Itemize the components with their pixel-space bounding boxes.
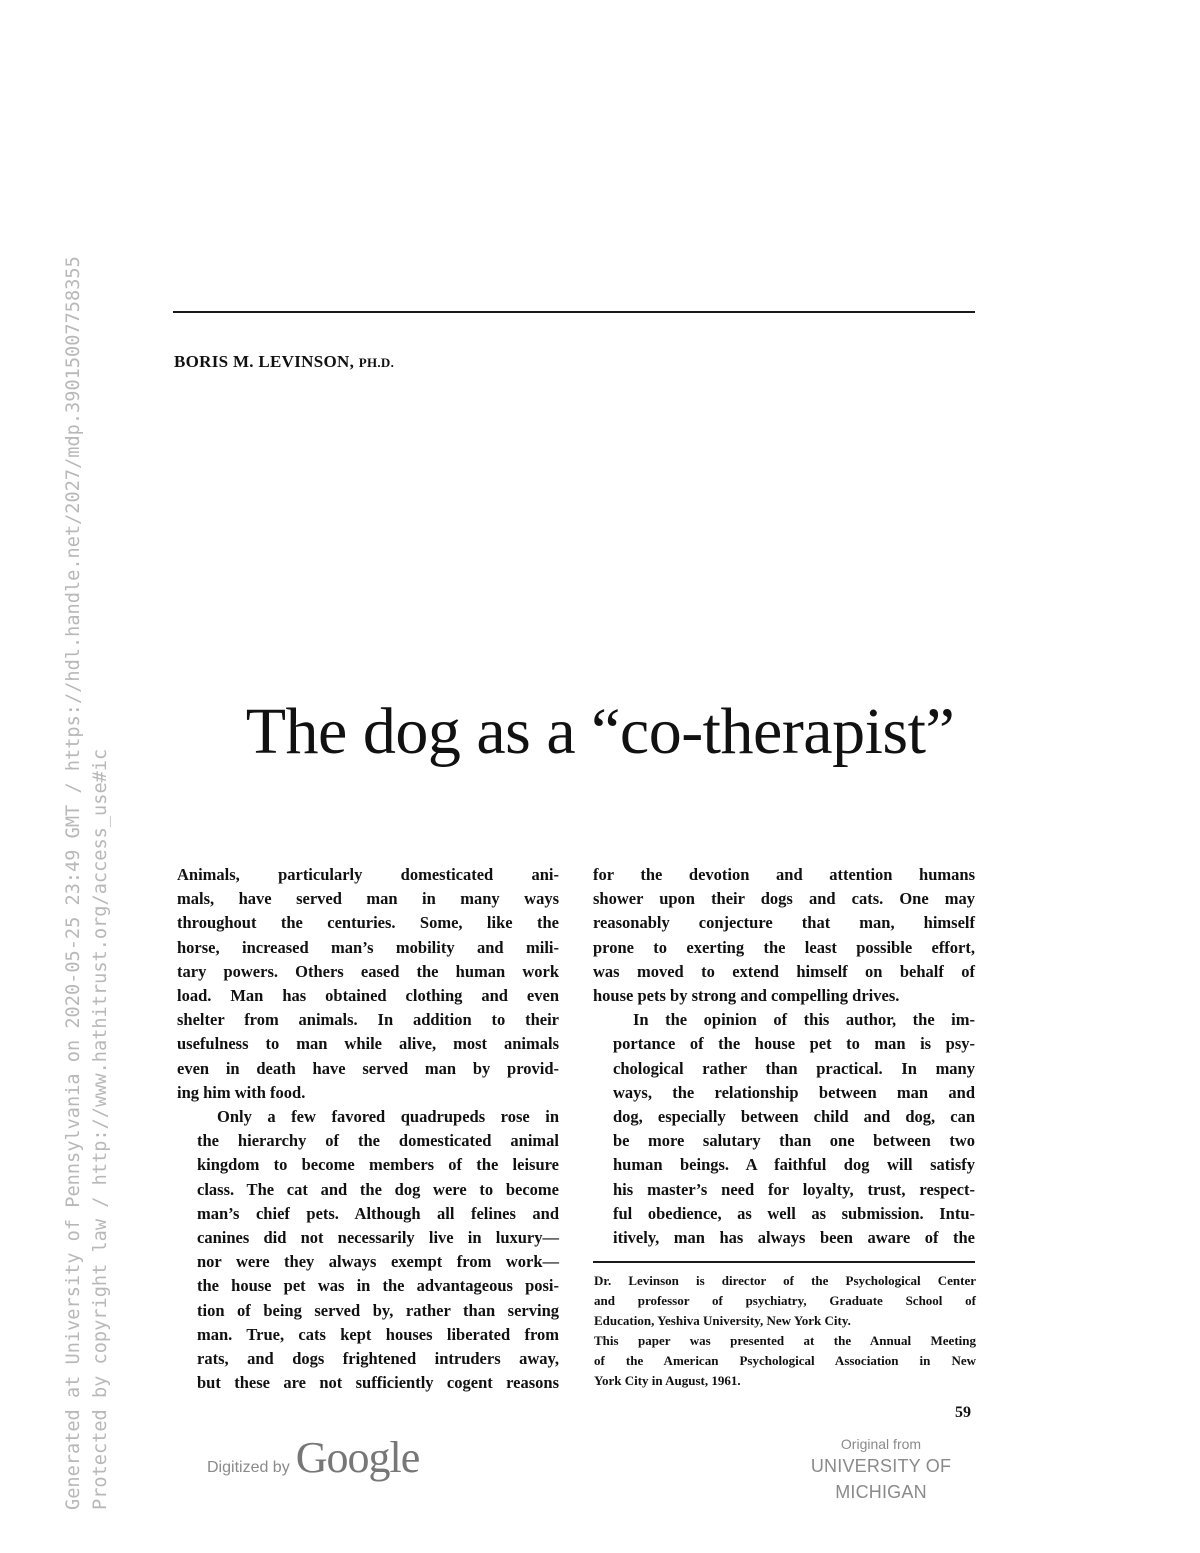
text-line: human beings. A faithful dog will satisfy bbox=[613, 1155, 975, 1175]
text-line: the house pet was in the advantageous posi- bbox=[197, 1276, 559, 1296]
paragraph-2 bbox=[177, 1105, 559, 1395]
text-line: even in death have served man by provid- bbox=[177, 1058, 559, 1078]
text-line: portance of the house pet to man is psy- bbox=[613, 1034, 975, 1054]
hathitrust-watermark bbox=[60, 180, 114, 1510]
text-line: In the opinion of this author, the im- bbox=[633, 1010, 975, 1030]
footnote-line: York City in August, 1961. bbox=[594, 1373, 741, 1388]
text-line: horse, increased man’s mobility and mili- bbox=[177, 937, 559, 957]
text-line: prone to exerting the least possible effort, bbox=[593, 937, 975, 957]
text-line: kingdom to become members of the leisure bbox=[197, 1155, 559, 1175]
article-title: The dog as a “co-therapist” bbox=[245, 695, 955, 769]
original-source bbox=[763, 1435, 999, 1505]
text-line: shower upon their dogs and cats. One may bbox=[593, 889, 975, 909]
footnote-line: and professor of psychiatry, Graduate School of bbox=[594, 1293, 976, 1308]
text-line: was moved to extend himself on behalf of bbox=[593, 961, 975, 981]
text-line: man. True, cats kept houses liberated from bbox=[197, 1324, 559, 1344]
right-column bbox=[593, 863, 975, 1250]
watermark-line-2: Protected by copyright law / http://www.hathitrust.org/access_use#ic bbox=[90, 748, 111, 1510]
digitized-by-label: Digitized by bbox=[207, 1459, 290, 1476]
footnote-rule bbox=[593, 1261, 975, 1263]
text-line: rats, and dogs frightened intruders away, bbox=[197, 1349, 559, 1369]
text-line: itively, man has always been aware of the bbox=[613, 1228, 975, 1248]
footnote-author-affiliation bbox=[594, 1271, 976, 1331]
text-line: class. The cat and the dog were to become bbox=[197, 1179, 559, 1199]
university-name: UNIVERSITY OF MICHIGAN bbox=[810, 1456, 952, 1502]
paragraph-3 bbox=[593, 1008, 975, 1250]
top-rule bbox=[173, 311, 975, 313]
footnotes bbox=[594, 1271, 976, 1391]
text-line: but these are not sufficiently cogent reasons bbox=[197, 1373, 559, 1393]
text-line: house pets by strong and compelling drives. bbox=[593, 986, 900, 1006]
watermark-line-1: Generated at University of Pennsylvania on 2020-05-25 23:49 GMT / https://hdl.handle.net/2027/mdp.39015007758355 bbox=[63, 256, 84, 1510]
text-line: reasonably conjecture that man, himself bbox=[593, 913, 975, 933]
text-line: ing him with food. bbox=[177, 1082, 306, 1102]
author-degree: PH.D. bbox=[358, 355, 395, 370]
text-line: canines did not necessarily live in luxury— bbox=[197, 1228, 559, 1248]
text-line: chological rather than practical. In many bbox=[613, 1058, 975, 1078]
google-logo: Google bbox=[295, 1433, 420, 1482]
text-line: tion of being served by, rather than serving bbox=[197, 1300, 559, 1320]
text-line: his master’s need for loyalty, trust, respect- bbox=[613, 1179, 975, 1199]
text-line: tary powers. Others eased the human work bbox=[177, 961, 559, 981]
footnote-line: Education, Yeshiva University, New York City. bbox=[594, 1313, 851, 1328]
author-byline bbox=[174, 352, 394, 372]
paragraph-1 bbox=[177, 863, 559, 1105]
paragraph-2-continued bbox=[593, 863, 975, 1008]
text-line: dog, especially between child and dog, can bbox=[613, 1107, 975, 1127]
text-line: nor were they always exempt from work— bbox=[197, 1252, 559, 1272]
text-line: be more salutary than one between two bbox=[613, 1131, 975, 1151]
page-number: 59 bbox=[955, 1404, 971, 1421]
text-line: Only a few favored quadrupeds rose in bbox=[217, 1107, 559, 1127]
text-line: mals, have served man in many ways bbox=[177, 889, 559, 909]
left-column bbox=[177, 863, 559, 1395]
text-line: for the devotion and attention humans bbox=[593, 865, 975, 884]
footnote-presentation-note bbox=[594, 1331, 976, 1391]
original-from-label: Original from bbox=[840, 1436, 922, 1452]
text-line: the hierarchy of the domesticated animal bbox=[197, 1131, 559, 1151]
footnote-line: Dr. Levinson is director of the Psychological Center bbox=[594, 1273, 976, 1288]
text-line: man’s chief pets. Although all felines and bbox=[197, 1203, 559, 1223]
text-line: ways, the relationship between man and bbox=[613, 1082, 975, 1102]
text-line: usefulness to man while alive, most animals bbox=[177, 1034, 559, 1054]
text-line: ful obedience, as well as submission. Intu- bbox=[613, 1203, 975, 1223]
text-line: shelter from animals. In addition to their bbox=[177, 1010, 559, 1030]
text-line: throughout the centuries. Some, like the bbox=[177, 913, 559, 933]
footnote-line: This paper was presented at the Annual Meeting bbox=[594, 1333, 976, 1348]
text-line: load. Man has obtained clothing and even bbox=[177, 986, 559, 1006]
author-name: BORIS M. LEVINSON, bbox=[174, 352, 355, 371]
footnote-line: of the American Psychological Association in New bbox=[594, 1353, 976, 1368]
digitized-by-google bbox=[207, 1432, 419, 1483]
text-line: Animals, particularly domesticated ani- bbox=[177, 865, 559, 884]
